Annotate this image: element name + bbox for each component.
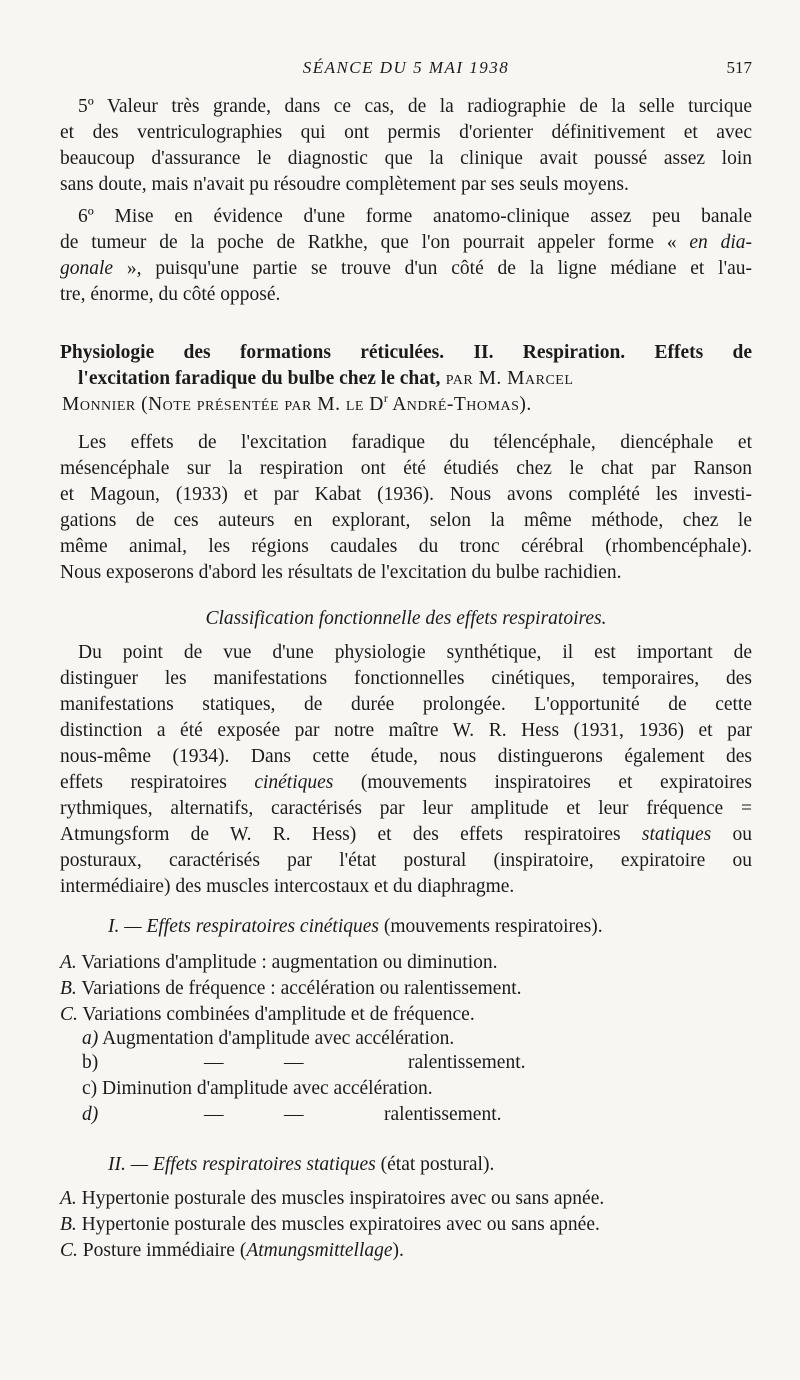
sub-list-item: a) Augmentation d'amplitude avec accélération. xyxy=(82,1028,455,1049)
sub-list-text: ralentissement. xyxy=(384,1104,502,1125)
body-line: gations de ces auteurs en explorant, selon la même méthode, chez le xyxy=(60,510,752,531)
list-heading: I. — Effets respiratoires cinétiques (mouvements respiratoires). xyxy=(108,916,603,937)
body-line: mésencéphale sur la respiration ont été étudiés chez le chat par Ranson xyxy=(60,458,752,479)
body-line: Atmungsform de W. R. Hess) et des effets respiratoires statiques ou xyxy=(60,824,753,845)
body-line: Du point de vue d'une physiologie synthétique, il est important de xyxy=(78,642,752,663)
body-line: et Magoun, (1933) et par Kabat (1936). Nous avons complété les investi- xyxy=(60,484,752,505)
article-title: Physiologie des formations réticulées. II. Respiration. Effets de xyxy=(60,342,752,363)
intro-p5-line: sans doute, mais n'avait pu résoudre complètement par ses seuls moyens. xyxy=(60,174,629,195)
body-line: effets respiratoires cinétiques (mouvements inspiratoires et expiratoires xyxy=(60,772,752,793)
sub-list-marker: b) xyxy=(82,1052,99,1073)
intro-p6-line: tre, énorme, du côté opposé. xyxy=(60,284,281,305)
body-line: rythmiques, alternatifs, caractérisés par leur amplitude et leur fréquence = xyxy=(60,798,752,819)
list-item: A. Hypertonie posturale des muscles inspiratoires avec ou sans apnée. xyxy=(60,1188,605,1209)
list-heading: II. — Effets respiratoires statiques (état postural). xyxy=(108,1154,495,1175)
intro-p6-line: de tumeur de la poche de Ratkhe, que l'on pourrait appeler forme « en dia- xyxy=(60,232,752,253)
ditto-dash: — xyxy=(284,1104,304,1125)
body-line: distinguer les manifestations fonctionnelles cinétiques, temporaires, des xyxy=(60,668,752,689)
intro-p6-line: 6º Mise en évidence d'une forme anatomo-clinique assez peu banale xyxy=(78,206,752,227)
body-line: Nous exposerons d'abord les résultats de l'excitation du bulbe rachidien. xyxy=(60,562,622,583)
ditto-dash: — xyxy=(204,1104,224,1125)
list-item: C. Posture immédiaire (Atmungsmittellage). xyxy=(60,1240,404,1261)
sub-list-marker: d) xyxy=(82,1104,99,1125)
body-line: nous-même (1934). Dans cette étude, nous distinguerons également des xyxy=(60,746,752,767)
sub-list-text: ralentissement. xyxy=(408,1052,526,1073)
intro-p5-line: et des ventriculographies qui ont permis d'orienter définitivement et avec xyxy=(60,122,752,143)
intro-p6-line: gonale », puisqu'une partie se trouve d'un côté de la ligne médiane et l'au- xyxy=(60,258,752,279)
running-title: SÉANCE DU 5 MAI 1938 xyxy=(302,58,510,77)
sub-list-item: c) Diminution d'amplitude avec accélération. xyxy=(82,1078,433,1099)
body-line: posturaux, caractérisés par l'état postural (inspiratoire, expiratoire ou xyxy=(60,850,752,871)
body-line: manifestations statiques, de durée prolongée. L'opportunité de cette xyxy=(60,694,752,715)
list-item: A. Variations d'amplitude : augmentation ou diminution. xyxy=(60,952,498,973)
ditto-dash: — xyxy=(204,1052,224,1073)
running-header xyxy=(60,58,752,84)
body-line: intermédiaire) des muscles intercostaux et du diaphragme. xyxy=(60,876,515,897)
article-title-line: l'excitation faradique du bulbe chez le chat, par M. Marcel xyxy=(78,368,574,389)
body-line: distinction a été exposée par notre maître W. R. Hess (1931, 1936) et par xyxy=(60,720,752,741)
intro-p5-line: beaucoup d'assurance le diagnostic que la clinique avait poussé assez loin xyxy=(60,148,752,169)
intro-p5-line: 5º Valeur très grande, dans ce cas, de la radiographie de la selle turcique xyxy=(78,96,752,117)
ditto-dash: — xyxy=(284,1052,304,1073)
page-number: 517 xyxy=(726,58,752,77)
list-item: B. Variations de fréquence : accélération ou ralentissement. xyxy=(60,978,522,999)
list-item: B. Hypertonie posturale des muscles expiratoires avec ou sans apnée. xyxy=(60,1214,600,1235)
body-line: Les effets de l'excitation faradique du télencéphale, diencéphale et xyxy=(78,432,752,453)
list-item: C. Variations combinées d'amplitude et de fréquence. xyxy=(60,1004,475,1025)
body-line: même animal, les régions caudales du tronc cérébral (rhombencéphale). xyxy=(60,536,752,557)
section-heading: Classification fonctionnelle des effets respiratoires. xyxy=(205,608,607,629)
article-author-line: Monnier (Note présentée par M. le $D^r$ André-Thomas). xyxy=(62,391,532,415)
